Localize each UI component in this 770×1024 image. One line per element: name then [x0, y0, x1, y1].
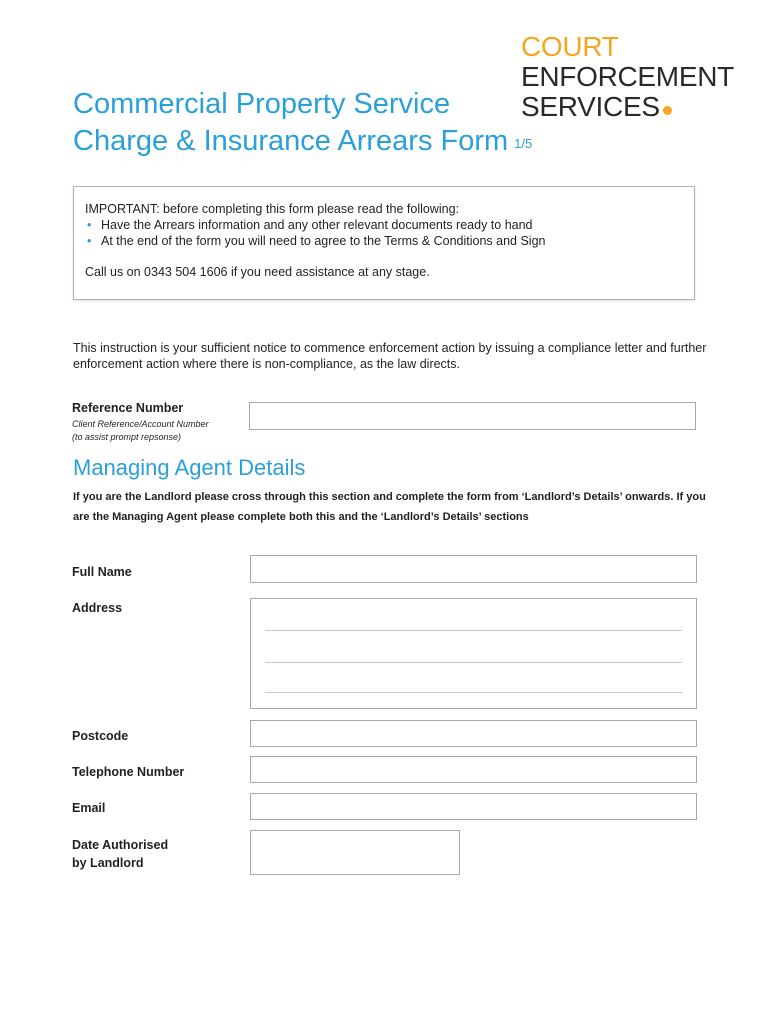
- address-line-divider: [265, 630, 682, 631]
- postcode-field[interactable]: [250, 720, 697, 747]
- telephone-field[interactable]: [250, 756, 697, 783]
- instruction-paragraph: This instruction is your sufficient notice to commence enforcement action by issuing a compliance letter and further enforcement action where there is non-compliance, as the law directs.: [73, 341, 707, 371]
- title-line-2: Charge & Insurance Arrears Form: [73, 125, 509, 157]
- telephone-label: Telephone Number: [72, 765, 185, 779]
- address-line-divider: [265, 692, 682, 693]
- logo-services-text: SERVICES: [521, 91, 660, 122]
- date-authorised-label: Date Authorised: [72, 838, 169, 852]
- title-line-2-row: [73, 123, 532, 162]
- date-authorised-field[interactable]: [250, 830, 460, 875]
- address-field[interactable]: [250, 598, 697, 709]
- call-us-text: Call us on 0343 504 1606 if you need assistance at any stage.: [85, 265, 430, 279]
- full-name-label: Full Name: [72, 565, 132, 579]
- full-name-field[interactable]: [250, 555, 697, 583]
- page-title: [73, 86, 532, 162]
- address-line-divider: [265, 662, 682, 663]
- notice-bullet-text: At the end of the form you will need to agree to the Terms & Conditions and Sign: [101, 234, 546, 248]
- by-landlord-label: by Landlord: [72, 856, 144, 870]
- notice-heading: IMPORTANT: before completing this form please read the following:: [85, 202, 460, 216]
- notice-bullet-item: [85, 233, 545, 249]
- managing-agent-heading: Managing Agent Details: [73, 455, 306, 480]
- logo-dot-icon: [663, 106, 672, 115]
- logo-enforcement-text: ENFORCEMENT: [521, 61, 734, 92]
- important-notice-box: [73, 186, 695, 300]
- reference-number-field[interactable]: [249, 402, 696, 430]
- logo-services-row: [521, 92, 741, 122]
- address-label: Address: [72, 601, 123, 615]
- notice-bullet-item: [85, 217, 545, 233]
- company-logo: [521, 32, 741, 122]
- reference-number-label: Reference Number: [72, 401, 184, 415]
- email-label: Email: [72, 801, 106, 815]
- postcode-label: Postcode: [72, 729, 129, 743]
- reference-sublabel-2: (to assist prompt repsonse): [72, 432, 182, 442]
- notice-bullet-list: [85, 217, 545, 249]
- bullet-icon: •: [87, 218, 92, 232]
- page-indicator: 1/5: [514, 136, 533, 151]
- bullet-icon: •: [87, 234, 92, 248]
- managing-agent-note: If you are the Landlord please cross through this section and complete the form from ‘Landlord’s Details’ onwards. If you are the Managing Agent please complete both this and the ‘Landlord’s Details’ sections: [73, 491, 706, 523]
- title-line-1: Commercial Property Service: [73, 88, 451, 120]
- notice-bullet-text: Have the Arrears information and any other relevant documents ready to hand: [101, 218, 533, 232]
- reference-sublabel-1: Client Reference/Account Number: [72, 419, 209, 429]
- logo-court-text: COURT: [521, 31, 619, 62]
- email-field[interactable]: [250, 793, 697, 820]
